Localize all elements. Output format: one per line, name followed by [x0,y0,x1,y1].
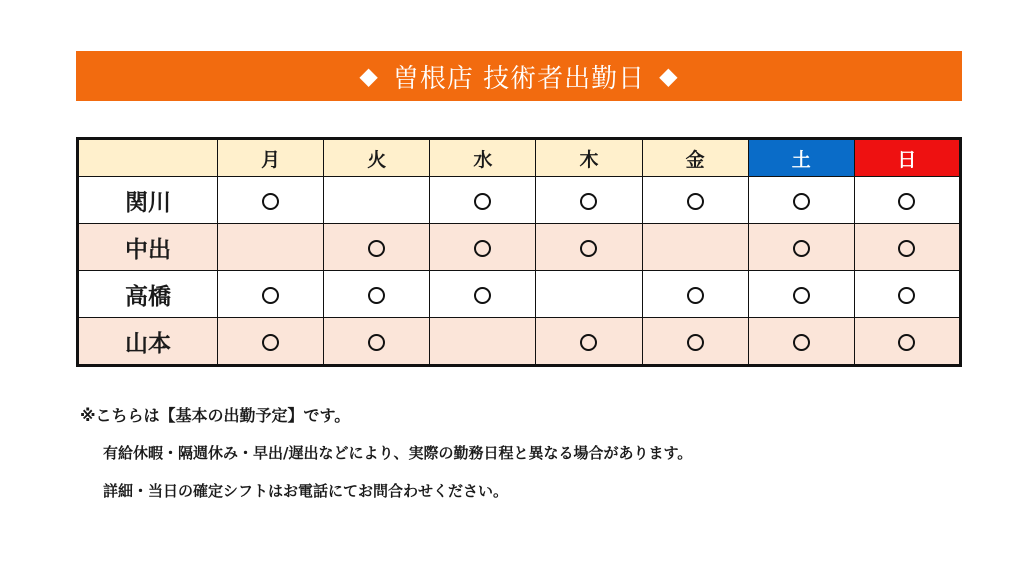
notice-line-2: 詳細・当日の確定シフトはお電話にてお問合わせください。 [103,482,509,500]
day-cell [324,271,430,318]
staff-name: 山本 [78,318,218,366]
circle-mark-icon [580,193,597,210]
diamond-left-icon: ◆ [359,62,379,90]
circle-mark-icon [368,240,385,257]
notice-line-1: 有給休暇・隔週休み・早出/遅出などにより、実際の勤務日程と異なる場合があります。 [103,444,693,462]
table-row [78,177,961,224]
day-cell [854,224,960,271]
circle-mark-icon [793,287,810,304]
day-cell [642,224,748,271]
day-cell [536,271,642,318]
staff-name: 高橋 [78,271,218,318]
circle-mark-icon [898,240,915,257]
circle-mark-icon [262,287,279,304]
diamond-right-icon: ◆ [659,62,679,90]
schedule-body [78,177,961,366]
circle-mark-icon [474,240,491,257]
circle-mark-icon [898,334,915,351]
day-cell [748,271,854,318]
circle-mark-icon [580,334,597,351]
circle-mark-icon [793,240,810,257]
day-cell [536,318,642,366]
day-cell [324,224,430,271]
day-header-fri: 金 [642,139,748,177]
day-cell [430,177,536,224]
day-cell [324,318,430,366]
table-row [78,224,961,271]
day-cell [748,177,854,224]
day-header-mon: 月 [218,139,324,177]
day-cell [218,318,324,366]
day-cell [642,318,748,366]
circle-mark-icon [474,193,491,210]
circle-mark-icon [898,193,915,210]
table-row [78,318,961,366]
page-title: 曽根店 技術者出勤日 [392,63,646,94]
day-header-sat: 土 [748,139,854,177]
day-cell [218,177,324,224]
circle-mark-icon [687,193,704,210]
header-corner [78,139,218,177]
day-cell [536,177,642,224]
circle-mark-icon [793,334,810,351]
circle-mark-icon [368,287,385,304]
circle-mark-icon [793,193,810,210]
circle-mark-icon [687,287,704,304]
day-cell [430,224,536,271]
day-cell [536,224,642,271]
day-cell [430,318,536,366]
title-banner [76,51,962,101]
header-row [78,139,961,177]
day-header-tue: 火 [324,139,430,177]
day-cell [748,318,854,366]
schedule-table [76,137,962,367]
staff-name: 中出 [78,224,218,271]
day-cell [430,271,536,318]
circle-mark-icon [898,287,915,304]
circle-mark-icon [368,334,385,351]
day-header-thu: 木 [536,139,642,177]
circle-mark-icon [262,193,279,210]
day-cell [218,224,324,271]
day-cell [324,177,430,224]
day-cell [854,177,960,224]
day-cell [642,177,748,224]
staff-name: 関川 [78,177,218,224]
circle-mark-icon [687,334,704,351]
day-cell [218,271,324,318]
circle-mark-icon [262,334,279,351]
notice-heading: ※こちらは【基本の出勤予定】です。 [80,406,351,425]
day-cell [854,271,960,318]
day-cell [642,271,748,318]
circle-mark-icon [474,287,491,304]
day-cell [854,318,960,366]
circle-mark-icon [580,240,597,257]
day-header-sun: 日 [854,139,960,177]
day-header-wed: 水 [430,139,536,177]
table-row [78,271,961,318]
day-cell [748,224,854,271]
